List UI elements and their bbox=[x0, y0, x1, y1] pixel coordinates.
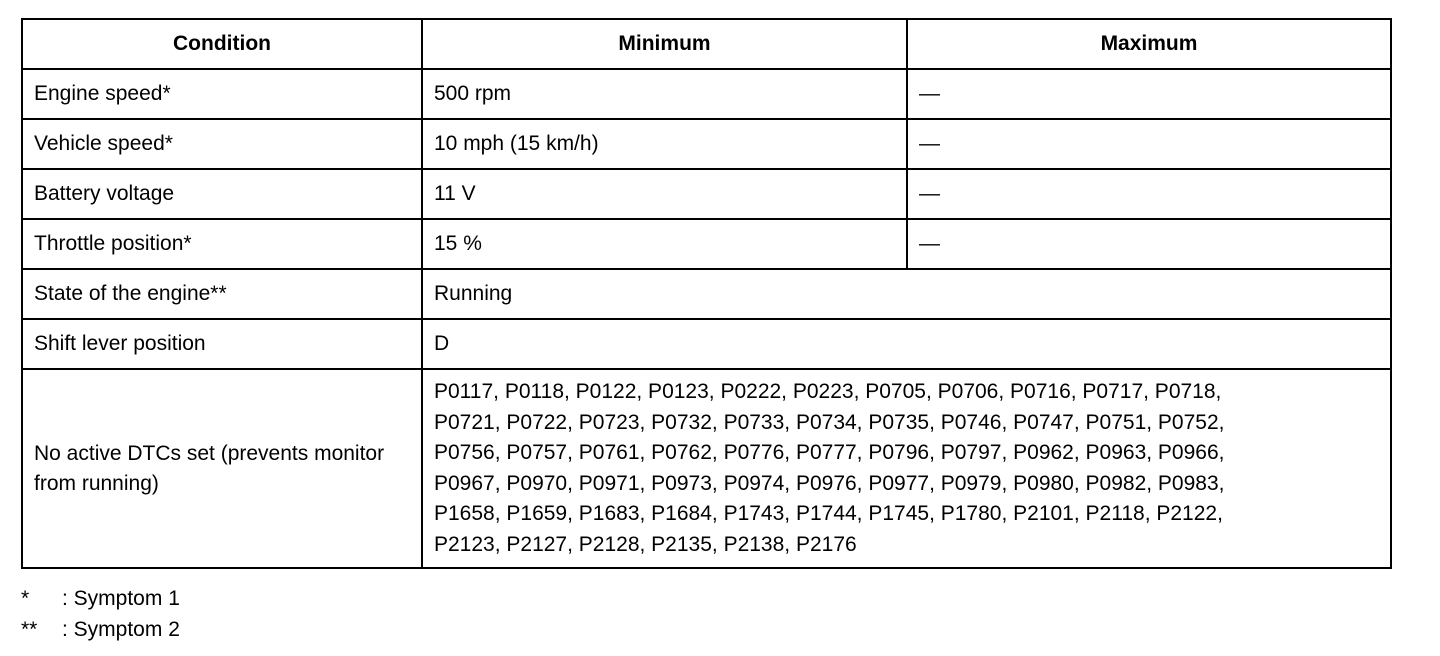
table-row bbox=[22, 269, 1391, 319]
maximum-cell: — bbox=[907, 219, 1391, 269]
dtc-code-line: P0721, P0722, P0723, P0732, P0733, P0734, P0735, P0746, P0747, P0751, P0752, bbox=[434, 410, 1225, 434]
dtc-code-line: P0117, P0118, P0122, P0123, P0222, P0223, P0705, P0706, P0716, P0717, P0718, bbox=[434, 380, 1222, 403]
dtc-table-row bbox=[22, 369, 1391, 568]
condition-cell: Battery voltage bbox=[22, 169, 422, 219]
header-maximum: Maximum bbox=[907, 19, 1391, 69]
table-row bbox=[22, 319, 1391, 369]
table-header-row bbox=[22, 19, 1391, 69]
dtc-code-list bbox=[422, 369, 1391, 568]
dtc-code-line: P1658, P1659, P1683, P1684, P1743, P1744, P1745, P1780, P2101, P2118, P2122, bbox=[434, 502, 1223, 525]
dtc-code-line: P0756, P0757, P0761, P0762, P0776, P0777, P0796, P0797, P0962, P0963, P0966, bbox=[434, 441, 1225, 464]
table-row bbox=[22, 119, 1391, 169]
footnote-mark: ** bbox=[21, 618, 38, 641]
footnotes bbox=[21, 583, 180, 645]
maximum-cell: — bbox=[907, 69, 1391, 119]
minimum-cell: 15 % bbox=[422, 219, 907, 269]
table-row bbox=[22, 69, 1391, 119]
condition-cell: State of the engine** bbox=[22, 269, 422, 319]
header-condition: Condition bbox=[22, 19, 422, 69]
value-cell: D bbox=[422, 319, 1391, 369]
conditions-table bbox=[21, 18, 1392, 569]
value-cell: Running bbox=[422, 269, 1391, 319]
header-minimum: Minimum bbox=[422, 19, 907, 69]
minimum-cell: 10 mph (15 km/h) bbox=[422, 119, 907, 169]
footnote bbox=[21, 614, 180, 645]
condition-cell: Vehicle speed* bbox=[22, 119, 422, 169]
footnote-text: : Symptom 2 bbox=[62, 618, 180, 641]
maximum-cell: — bbox=[907, 119, 1391, 169]
table-row bbox=[22, 219, 1391, 269]
condition-cell: Engine speed* bbox=[22, 69, 422, 119]
condition-cell: Shift lever position bbox=[22, 319, 422, 369]
condition-cell: Throttle position* bbox=[22, 219, 422, 269]
maximum-cell: — bbox=[907, 169, 1391, 219]
minimum-cell: 11 V bbox=[422, 169, 907, 219]
footnote-text: : Symptom 1 bbox=[62, 587, 180, 610]
dtc-code-line: P0967, P0970, P0971, P0973, P0974, P0976, P0977, P0979, P0980, P0982, P0983, bbox=[434, 471, 1225, 495]
condition-cell: No active DTCs set (prevents monitor from running) bbox=[22, 369, 422, 568]
footnote bbox=[21, 583, 180, 614]
minimum-cell: 500 rpm bbox=[422, 69, 907, 119]
table-row bbox=[22, 169, 1391, 219]
footnote-mark: * bbox=[21, 587, 30, 610]
dtc-code-line: P2123, P2127, P2128, P2135, P2138, P2176 bbox=[434, 532, 857, 556]
